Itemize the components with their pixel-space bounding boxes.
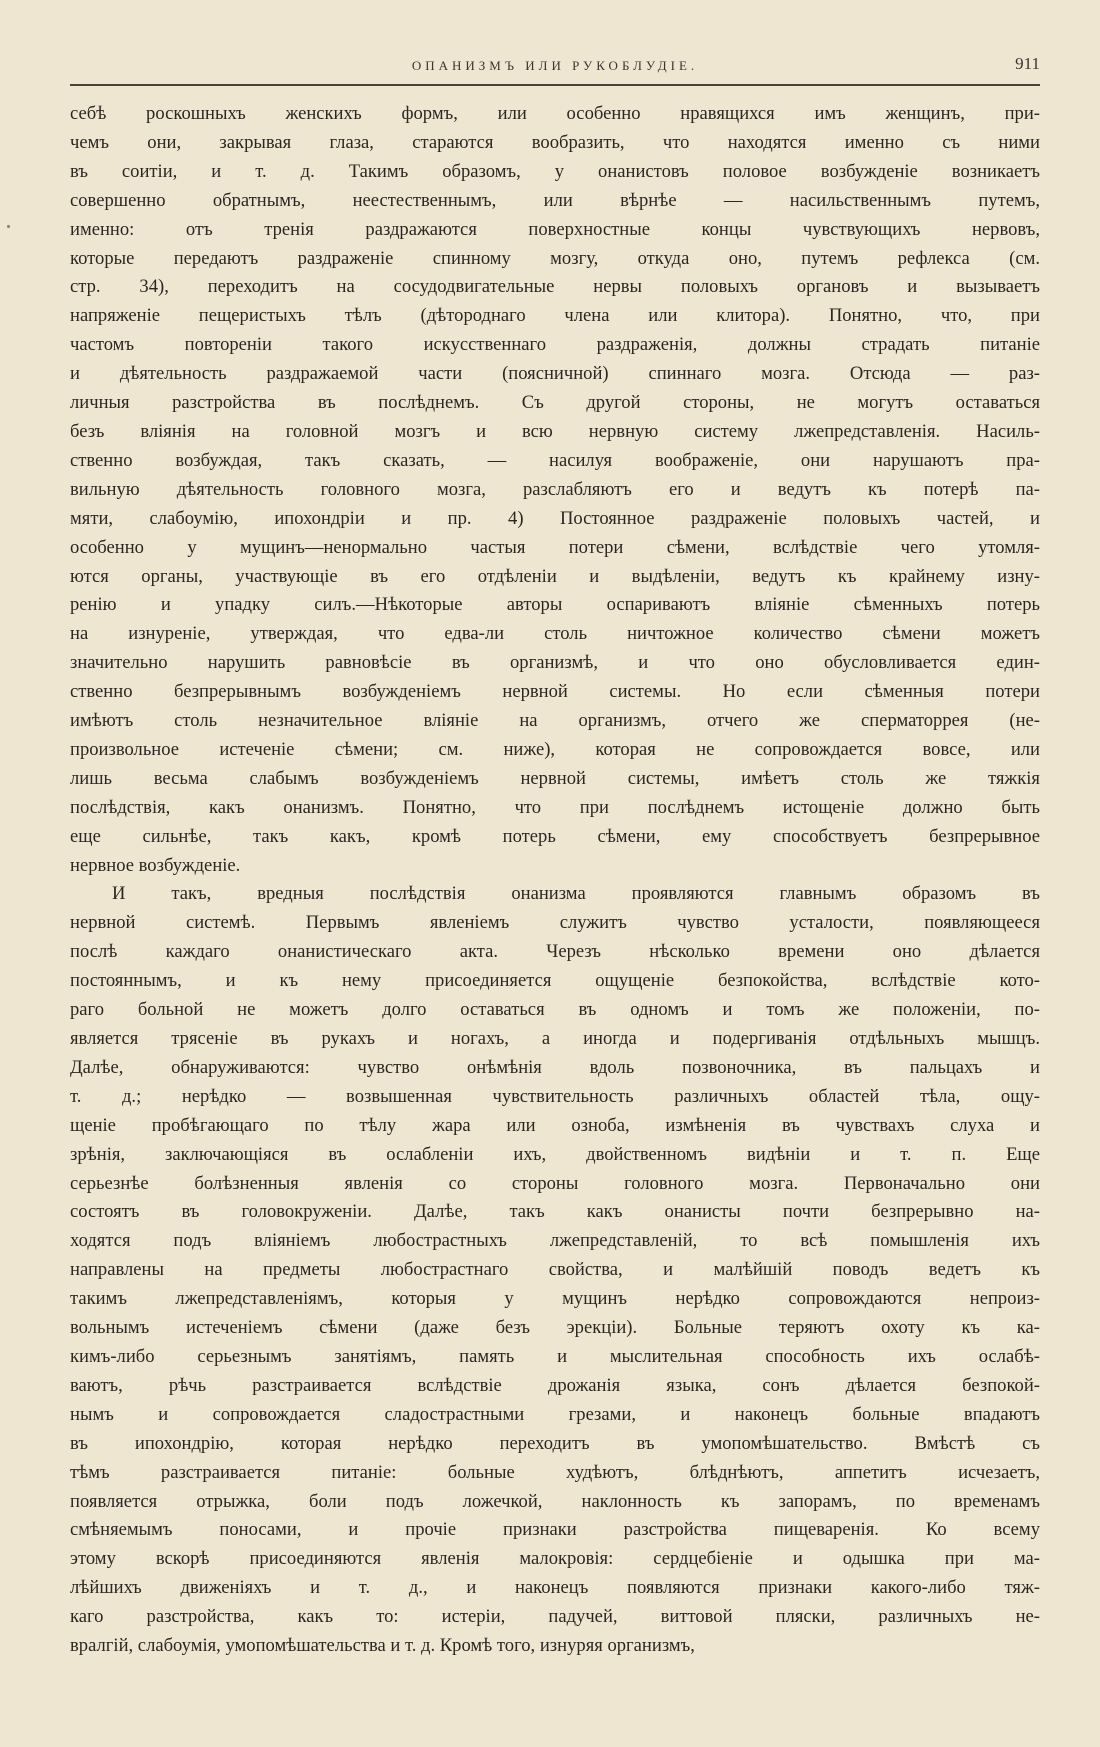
text-line: тѣмъ разстраивается питаніе: больные худѣютъ, блѣднѣютъ, аппетитъ исчезаетъ,: [70, 1461, 1040, 1483]
text-line: является трясеніе въ рукахъ и ногахъ, а иногда и подергиванія отдѣльныхъ мышцъ.: [70, 1028, 1040, 1049]
text-line: вралгій, слабоумія, умопомѣшательства и т. д. Кромѣ того, изнуряя организмъ,: [70, 1635, 695, 1657]
text-line: нервной системѣ. Первымъ явленіемъ служитъ чувство усталости, появляющееся: [70, 912, 1040, 934]
text-line: значительно нарушить равновѣсіе въ организмѣ, и что оно обусловливается един-: [70, 652, 1040, 674]
running-title: ОПАНИЗМЪ ИЛИ РУКОБЛУДІЕ.: [411, 58, 699, 73]
text-line: послѣдствія, какъ онанизмъ. Понятно, что при послѣднемъ истощеніе должно быть: [70, 796, 1040, 818]
text-line: на изнуреніе, утверждая, что едва-ли столь ничтожное количество сѣмени можетъ: [70, 623, 1040, 645]
text-line: еще сильнѣе, такъ какъ, кромѣ потерь сѣмени, ему способствуетъ безпрерывное: [70, 825, 1040, 847]
body-paragraph-1: [70, 100, 1040, 880]
text-line: имѣютъ столь незначительное вліяніе на организмъ, отчего же сперматоррея (не-: [70, 710, 1040, 732]
text-line: серьезнѣе болѣзненныя явленія со стороны головного мозга. Первоначально они: [70, 1172, 1040, 1194]
text-line: напряженіе пещеристыхъ тѣлъ (дѣтороднаго члена или клитора). Понятно, что, при: [70, 305, 1040, 327]
text-line: нымъ и сопровождается сладострастными грезами, и наконецъ больные впадаютъ: [70, 1403, 1040, 1425]
text-line: лѣйшихъ движеніяхъ и т. д., и наконецъ появляются признаки какого-либо тяж-: [70, 1577, 1040, 1599]
text-line: личныя разстройства въ послѣднемъ. Съ другой стороны, не могутъ оставаться: [70, 392, 1040, 414]
text-line: совершенно обратнымъ, неестественнымъ, или вѣрнѣе — насильственнымъ путемъ,: [70, 189, 1040, 211]
text-line: въ ипохондрію, которая нерѣдко переходитъ въ умопомѣшательство. Вмѣстѣ съ: [70, 1432, 1040, 1454]
text-line: Далѣе, обнаруживаются: чувство онѣмѣнія вдоль позвоночника, въ пальцахъ и: [70, 1056, 1040, 1078]
text-line: смѣняемымъ поносами, и прочіе признаки разстройства пищеваренія. Ко всему: [70, 1519, 1040, 1541]
text-line: ваютъ, рѣчь разстраивается вслѣдствіе дрожанія языка, сонъ дѣлается безпокой-: [70, 1374, 1040, 1396]
page-header: [70, 52, 1040, 82]
text-line: ственно возбуждая, такъ сказать, — насилуя воображеніе, они нарушаютъ пра-: [70, 449, 1040, 471]
text-line: въ соитіи, и т. д. Такимъ образомъ, у онанистовъ половое возбужденіе возникаетъ: [70, 160, 1040, 182]
text-line: раго больной не можетъ долго оставаться въ одномъ и томъ же положеніи, по-: [70, 999, 1040, 1021]
text-line: ренію и упадку силъ.—Нѣкоторые авторы оспариваютъ вліяніе сѣменныхъ потерь: [70, 594, 1040, 616]
text-line: постояннымъ, и къ нему присоединяется ощущеніе безпокойства, вслѣдствіе кото-: [70, 970, 1040, 992]
text-line: безъ вліянія на головной мозгъ и всю нервную систему лжепредставленія. Насиль-: [70, 420, 1040, 442]
text-line: ются органы, участвующіе въ его отдѣленіи и выдѣленіи, ведутъ къ крайнему изну-: [70, 565, 1040, 587]
text-line: появляется отрыжка, боли подъ ложечкой, наклонность къ запорамъ, по временамъ: [70, 1490, 1040, 1512]
text-line: мяти, слабоумію, ипохондріи и пр. 4) Постоянное раздраженіе половыхъ частей, и: [70, 507, 1040, 529]
text-line: состоятъ въ головокруженіи. Далѣе, такъ какъ онанисты почти безпрерывно на-: [70, 1201, 1040, 1223]
text-line: произвольное истеченіе сѣмени; см. ниже), которая не сопровождается вовсе, или: [70, 738, 1040, 760]
text-line: И такъ, вредныя послѣдствія онанизма проявляются главнымъ образомъ въ: [112, 883, 1040, 905]
book-page: [70, 52, 1040, 1661]
text-line: кимъ-либо серьезнымъ занятіямъ, память и мыслительная способность ихъ ослабѣ-: [70, 1345, 1040, 1367]
text-line: ходятся подъ вліяніемъ любострастныхъ лжепредставленій, то всѣ помышленія ихъ: [70, 1230, 1040, 1252]
text-line: именно: отъ тренія раздражаются поверхностные концы чувствующихъ нервовъ,: [70, 218, 1040, 240]
text-line: т. д.; нерѣдко — возвышенная чувствительность различныхъ областей тѣла, ощу-: [70, 1085, 1040, 1107]
text-line: лишь весьма слабымъ возбужденіемъ нервной системы, имѣетъ столь же тяжкія: [70, 767, 1040, 789]
text-line: особенно у мущинъ—ненормально частыя потери сѣмени, вслѣдствіе чего утомля-: [70, 536, 1040, 558]
text-line: направлены на предметы любострастнаго свойства, и малѣйшій поводъ ведетъ къ: [70, 1259, 1040, 1281]
text-line: послѣ каждаго онанистическаго акта. Черезъ нѣсколько времени оно дѣлается: [70, 941, 1040, 963]
text-line: щеніе пробѣгающаго по тѣлу жара или озноба, измѣненія въ чувствахъ слуха и: [70, 1114, 1040, 1136]
text-line: зрѣнія, заключающіяся въ ослабленіи ихъ, двойственномъ видѣніи и т. п. Еще: [70, 1143, 1040, 1165]
text-line: себѣ роскошныхъ женскихъ формъ, или особенно нравящихся имъ женщинъ, при-: [70, 103, 1040, 124]
text-line: частомъ повтореніи такого искусственнаго раздраженія, должны страдать питаніе: [70, 334, 1040, 356]
text-line: вольнымъ истеченіемъ сѣмени (даже безъ эрекціи). Больные теряютъ охоту къ ка-: [70, 1317, 1040, 1339]
text-line: стр. 34), переходитъ на сосудодвигательные нервы половыхъ органовъ и вызываетъ: [70, 276, 1040, 298]
text-line: нервное возбужденіе.: [70, 854, 241, 876]
paper-spot: [7, 225, 10, 228]
header-rule: [70, 84, 1040, 86]
text-line: которые передаютъ раздраженіе спинному мозгу, откуда оно, путемъ рефлекса (см.: [70, 247, 1040, 269]
text-line: ственно безпрерывнымъ возбужденіемъ нервной системы. Но если сѣменныя потери: [70, 681, 1040, 703]
text-line: каго разстройства, какъ то: истеріи, падучей, виттовой пляски, различныхъ не-: [70, 1606, 1040, 1628]
text-line: вильную дѣятельность головного мозга, разслабляютъ его и ведутъ къ потерѣ па-: [70, 478, 1040, 500]
page-number: 911: [1015, 54, 1040, 73]
body-paragraph-2: [70, 880, 1040, 1660]
text-line: чемъ они, закрывая глаза, стараются вообразить, что находятся именно съ ними: [70, 131, 1040, 153]
text-line: такимъ лжепредставленіямъ, которыя у мущинъ нерѣдко сопровождаются непроиз-: [70, 1288, 1040, 1310]
text-line: этому вскорѣ присоединяются явленія малокровія: сердцебіеніе и одышка при ма-: [70, 1548, 1040, 1570]
text-line: и дѣятельность раздражаемой части (поясничной) спиннаго мозга. Отсюда — раз-: [70, 363, 1040, 385]
